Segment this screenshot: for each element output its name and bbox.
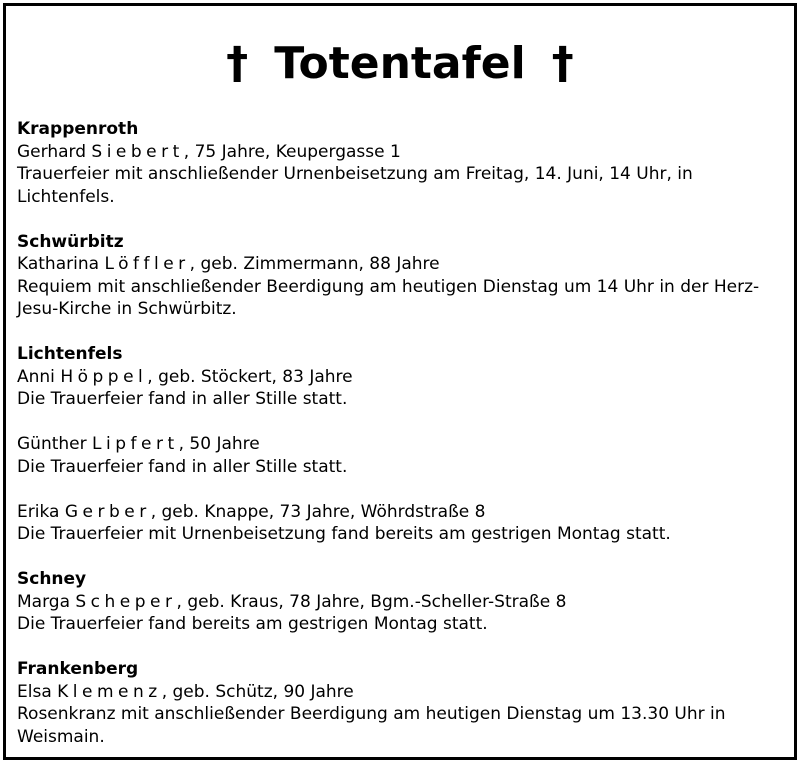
entry-details: , geb. Schütz, 90 Jahre [161, 681, 354, 702]
entry-note: Die Trauerfeier fand bereits am gestrigen Montag statt. [17, 614, 488, 634]
obituary-entry [17, 253, 777, 321]
obituary-entry [17, 141, 777, 209]
title-text: Totentafel [274, 38, 526, 89]
obituary-entry [17, 681, 777, 749]
entry-details: , geb. Zimmermann, 88 Jahre [189, 254, 440, 274]
entry-note: Trauerfeier mit anschließender Urnenbeisetzung am Freitag, 14. Juni, 14 Uhr, in Lichtenfels. [17, 164, 693, 207]
last-name: Lipfert [92, 434, 179, 454]
obituary-entry [17, 366, 777, 411]
entry-details: , 50 Jahre [178, 434, 260, 454]
obituary-entry [17, 501, 777, 546]
entry-note: Die Trauerfeier fand in aller Stille statt. [17, 389, 348, 409]
entry-name-line [17, 591, 777, 614]
last-name: Scheper [75, 591, 177, 612]
entry-name-line [17, 253, 777, 276]
place-heading: Frankenberg [17, 659, 139, 679]
entry-note: Die Trauerfeier fand in aller Stille statt. [17, 456, 348, 477]
place-heading: Lichtenfels [17, 344, 123, 364]
entry-name-line [17, 141, 777, 164]
cross-left-icon: † [226, 38, 249, 89]
obituary-list [17, 118, 777, 748]
obituary-entry [17, 433, 777, 478]
entry-note: Die Trauerfeier mit Urnenbeisetzung fand bereits am gestrigen Montag statt. [17, 524, 671, 544]
page-title [6, 34, 794, 94]
section-lichtenfels [17, 343, 777, 546]
last-name: Gerber [64, 501, 151, 522]
entry-note: Rosenkranz mit anschließender Beerdigung am heutigen Dienstag um 13.30 Uhr in Weismain. [17, 704, 726, 747]
entry-details: , 75 Jahre, Keupergasse 1 [183, 141, 401, 162]
first-name: Katharina [17, 254, 100, 274]
first-name: Günther [17, 434, 87, 454]
first-name: Erika [17, 501, 60, 522]
obituary-frame [3, 3, 797, 760]
first-name: Gerhard [17, 141, 86, 162]
place-heading: Schney [17, 569, 87, 589]
last-name: Höppel [60, 366, 148, 387]
entry-name-line [17, 366, 777, 389]
place-heading: Schwürbitz [17, 231, 124, 252]
section-schney [17, 568, 777, 636]
obituary-entry [17, 591, 777, 636]
entry-name-line [17, 681, 777, 704]
first-name: Marga [17, 591, 70, 612]
entry-note: Requiem mit anschließender Beerdigung am heutigen Dienstag um 14 Uhr in der Herz-Jesu-Kirche in Schwürbitz. [17, 276, 760, 319]
last-name: Siebert [91, 141, 184, 162]
first-name: Elsa [17, 681, 52, 702]
first-name: Anni [17, 366, 55, 387]
section-schwuerbitz [17, 231, 777, 321]
last-name: Klemenz [57, 681, 162, 702]
entry-name-line [17, 433, 777, 456]
entry-details: , geb. Knappe, 73 Jahre, Wöhrdstraße 8 [150, 501, 486, 522]
last-name: Löffler [104, 254, 190, 274]
section-krappenroth [17, 118, 777, 208]
entry-details: , geb. Stöckert, 83 Jahre [147, 366, 353, 387]
cross-right-icon: † [551, 38, 574, 89]
entry-details: , geb. Kraus, 78 Jahre, Bgm.-Scheller-Straße 8 [176, 591, 567, 612]
section-frankenberg [17, 658, 777, 748]
entry-name-line [17, 501, 777, 524]
place-heading: Krappenroth [17, 119, 139, 139]
